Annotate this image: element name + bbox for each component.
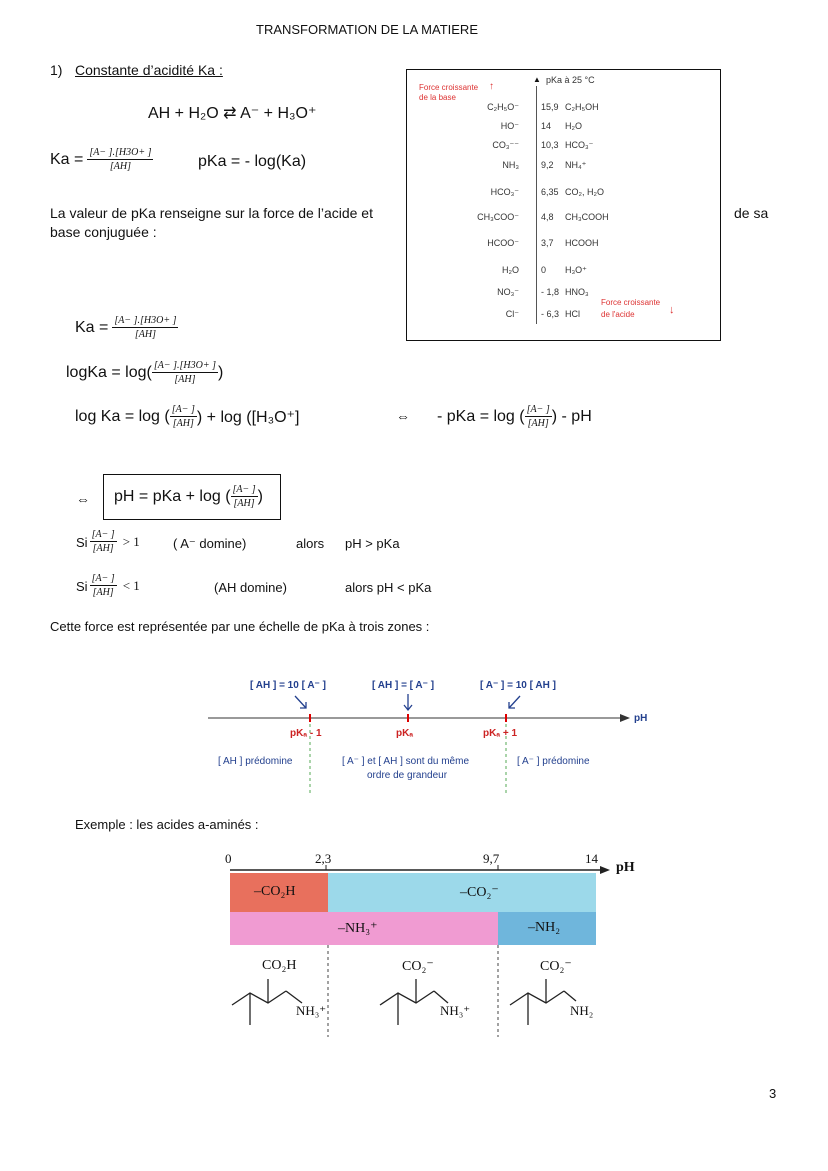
pka-table <box>406 69 721 341</box>
minus-pka-line <box>437 403 592 431</box>
example-axis-label: pH <box>616 860 635 875</box>
paragraph-line2: base conjuguée : <box>50 224 157 240</box>
struct3-top: CO₂⁻ <box>540 959 572 974</box>
line3-fraction <box>170 403 197 431</box>
pka-row-value: 15,9 <box>541 102 559 112</box>
struct3-side: NH₂ <box>570 1003 594 1018</box>
line3-denominator: [AH] <box>172 418 194 429</box>
struct1-top: CO₂H <box>262 958 297 973</box>
acid-strength-label: Force croissante <box>601 298 661 307</box>
line3-numerator: [A− ] <box>171 404 195 415</box>
cond2-si: Si <box>76 578 88 594</box>
pka-row-acid: HCl <box>565 309 580 319</box>
cond2-numerator: [A− ] <box>91 573 115 584</box>
cond2-denominator: [AH] <box>92 587 114 598</box>
base-arrow-icon: ↑ <box>489 81 494 92</box>
scale-intro: Cette force est représentée par une échelle de pKa à trois zones : <box>50 619 430 634</box>
axis-value-2-3: 2,3 <box>315 851 332 866</box>
pka-definition: pKa = - log(Ka) <box>198 153 307 170</box>
cond1-alors: alors <box>296 536 325 551</box>
pka-row-acid: HNO₃ <box>565 287 589 297</box>
pka-row-base: C₂H₅O⁻ <box>487 102 519 112</box>
zone-label-middle-2: ordre de grandeur <box>367 770 448 781</box>
paragraph-line1: La valeur de pKa renseigne sur la force de l’acide et <box>50 205 373 221</box>
cond1-compare: > 1 <box>122 534 140 549</box>
pka-row-acid: NH₄⁺ <box>565 160 587 170</box>
ka-fraction <box>87 146 153 174</box>
scale-tick-label-3: pKₐ + 1 <box>483 728 518 739</box>
condition-2 <box>76 572 140 600</box>
ka2-numerator: [A− ].[H3O+ ] <box>114 315 177 326</box>
pka-row-base: CH₃COO⁻ <box>477 212 519 222</box>
base-strength-label: Force croissante <box>419 83 479 92</box>
zone-label-middle-1: [ A⁻ ] et [ AH ] sont du même <box>342 756 470 767</box>
pka-row-acid: H₂O <box>565 121 582 131</box>
cond2-fraction <box>90 572 117 600</box>
cond2-note: (AH domine) <box>214 580 287 595</box>
cond1-si: Si <box>76 534 88 550</box>
zone-label-ah: [ AH ] prédomine <box>218 756 293 767</box>
condition-1 <box>76 528 140 556</box>
ka-fraction-2 <box>112 314 178 342</box>
example-axis-arrow-icon <box>600 866 610 874</box>
scale-tick-label-2: pKₐ <box>396 728 414 739</box>
section-number: 1) <box>50 62 63 78</box>
ka-label-2: Ka = <box>75 319 109 336</box>
structure-1 <box>232 979 302 1025</box>
logka-numerator: [A− ].[H3O+ ] <box>153 360 216 371</box>
scale-top-label-1: [ AH ] = 10 [ A⁻ ] <box>250 680 326 691</box>
line3-prefix: log Ka = log ( <box>75 408 170 425</box>
equivalence-icon-2: ⇔ <box>76 491 90 507</box>
pka-row-base: HCO₃⁻ <box>490 187 519 197</box>
logka-prefix: logKa = log( <box>66 364 152 381</box>
scale-axis-label: pH <box>634 713 648 724</box>
pka-row-base: HCOO⁻ <box>487 238 519 248</box>
ka-label: Ka = <box>50 151 84 168</box>
ka-derivation-1 <box>75 314 178 342</box>
line3b-prefix: - pKa = log ( <box>437 408 525 425</box>
scale-top-label-2: [ AH ] = [ A⁻ ] <box>372 680 435 691</box>
boxed-prefix: pH = pKa + log ( <box>114 488 231 505</box>
pka-row-base: NO₃⁻ <box>497 287 519 297</box>
struct1-side: NH₃⁺ <box>296 1003 327 1018</box>
line3b-suffix: ) - pH <box>551 408 592 425</box>
paragraph-tail: de sa <box>734 205 769 221</box>
pka-row-base: CO₃⁻⁻ <box>492 140 519 150</box>
struct2-top: CO₂⁻ <box>402 959 434 974</box>
pka-row-value: 3,7 <box>541 238 554 248</box>
line3-suffix: ) + log ([H₃O⁺] <box>196 409 300 426</box>
cond1-note: ( A⁻ domine) <box>173 536 247 551</box>
page-number: 3 <box>769 1086 777 1101</box>
pka-row-value: 4,8 <box>541 212 554 222</box>
pka-row-value: 0 <box>541 265 547 275</box>
structure-2 <box>380 979 448 1025</box>
pka-row-base: HO⁻ <box>500 121 519 131</box>
equivalence-icon: ⇔ <box>396 408 410 424</box>
pka-row-value: - 6,3 <box>541 309 560 319</box>
logka-denominator: [AH] <box>174 374 196 385</box>
axis-value-0: 0 <box>225 851 232 866</box>
line3b-denominator: [AH] <box>527 418 549 429</box>
cond2-alors: alors pH < pKa <box>345 580 432 595</box>
log-ka-line <box>75 403 299 431</box>
pka-row-value: 14 <box>541 121 552 131</box>
scale-axis-arrow-icon <box>620 714 630 722</box>
pka-row-acid: CH₃COOH <box>565 212 609 222</box>
ka-denominator: [AH] <box>109 161 131 172</box>
pka-row-value: 9,2 <box>541 160 554 170</box>
henderson-box <box>103 474 281 520</box>
struct2-side: NH₃⁺ <box>440 1003 471 1018</box>
pka-row-value: 6,35 <box>541 187 559 197</box>
arrow-3-icon <box>509 696 520 708</box>
label-co2h: –CO₂H <box>254 884 296 899</box>
acid-arrow-icon: ↓ <box>669 304 675 316</box>
pka-row-base: H₂O <box>502 265 519 275</box>
ka-definition <box>50 146 153 174</box>
line3b-fraction <box>525 403 552 431</box>
pka-axis-arrow-icon: ▲ <box>533 75 541 84</box>
axis-value-9-7: 9,7 <box>483 851 500 866</box>
logka-suffix: ) <box>217 364 224 381</box>
label-nh2: –NH₂ <box>528 920 561 935</box>
ka2-denominator: [AH] <box>134 329 156 340</box>
acid-strength-label-2: de l'acide <box>601 310 635 319</box>
pka-row-acid: CO₂, H₂O <box>565 187 604 197</box>
page-header: TRANSFORMATION DE LA MATIERE <box>256 22 478 37</box>
boxed-numerator: [A− ] <box>232 484 256 495</box>
pka-row-base: NH₃ <box>502 160 519 170</box>
boxed-fraction <box>231 483 258 511</box>
cond1-result: pH > pKa <box>345 536 400 551</box>
arrow-1-icon <box>295 696 306 708</box>
pka-row-acid: C₂H₅OH <box>565 102 599 112</box>
pka-row-acid: HCOOH <box>565 238 599 248</box>
pka-row-value: 10,3 <box>541 140 559 150</box>
logka-fraction <box>152 359 218 387</box>
pka-row-base: Cl⁻ <box>505 309 519 319</box>
pka-table-header: pKa à 25 °C <box>546 75 595 85</box>
pka-row-acid: H₃O⁺ <box>565 265 587 275</box>
cond1-fraction <box>90 528 117 556</box>
scale-tick-label-1: pKₐ - 1 <box>290 728 322 739</box>
ka-numerator: [A− ].[H3O+ ] <box>89 147 152 158</box>
label-co2-minus: –CO₂⁻ <box>460 885 499 900</box>
pka-axis-line <box>536 86 537 324</box>
zone-label-a: [ A⁻ ] prédomine <box>517 756 590 767</box>
axis-value-14: 14 <box>585 851 598 866</box>
line3b-numerator: [A− ] <box>526 404 550 415</box>
base-strength-label-2: de la base <box>419 93 456 102</box>
label-nh3-plus: –NH₃⁺ <box>338 921 378 936</box>
reaction-equation: AH + H₂O ⇄ A⁻ + H₃O⁺ <box>148 105 317 122</box>
cond1-denominator: [AH] <box>92 543 114 554</box>
scale-top-label-3: [ A⁻ ] = 10 [ AH ] <box>480 680 556 691</box>
section-title: Constante d’acidité Ka : <box>75 62 223 78</box>
boxed-denominator: [AH] <box>233 498 255 509</box>
cond2-compare: < 1 <box>122 578 140 593</box>
example-title: Exemple : les acides a-aminés : <box>75 817 259 832</box>
cond1-numerator: [A− ] <box>91 529 115 540</box>
structure-3 <box>510 979 576 1025</box>
pka-row-value: - 1,8 <box>541 287 560 297</box>
pka-row-acid: HCO₃⁻ <box>565 140 594 150</box>
logka-line <box>66 359 223 387</box>
boxed-suffix: ) <box>257 488 263 505</box>
